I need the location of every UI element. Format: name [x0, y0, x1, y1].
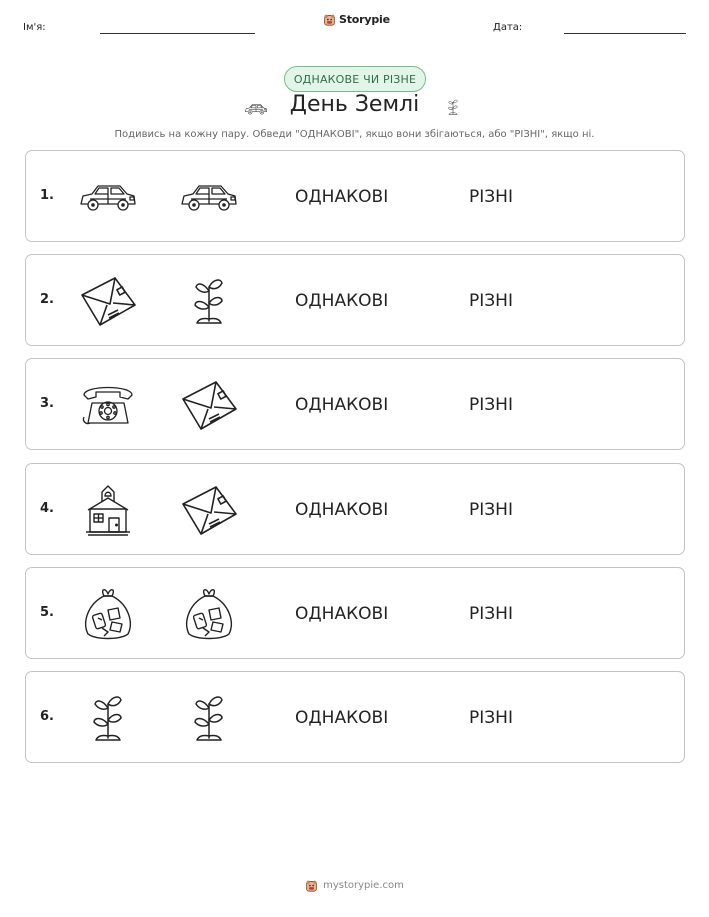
title-row	[0, 92, 709, 124]
sprout-icon	[78, 690, 138, 746]
answer-same-option[interactable]: ОДНАКОВІ	[295, 603, 389, 624]
envelope-icon	[78, 273, 138, 329]
sprout-icon	[443, 94, 463, 120]
answer-same-option[interactable]: ОДНАКОВІ	[295, 291, 389, 312]
footer-site: mystorypie.com	[323, 880, 404, 891]
question-row	[25, 254, 685, 346]
question-row	[25, 150, 685, 242]
instruction-text: Подивись на кожну пару. Обведи "ОДНАКОВІ", якщо вони збігаються, або "РІЗНІ", якщо ні.	[114, 129, 595, 140]
answer-different-option[interactable]: РІЗНІ	[469, 499, 513, 520]
brand-logo	[323, 13, 390, 26]
schoolhouse-icon	[78, 482, 138, 538]
envelope-icon	[179, 377, 239, 433]
recycling-bag-icon	[179, 586, 239, 642]
answer-different-option[interactable]: РІЗНІ	[469, 603, 513, 624]
brand-name: Storypie	[339, 13, 390, 26]
answer-same-option[interactable]: ОДНАКОВІ	[295, 708, 389, 728]
question-row	[25, 567, 685, 659]
question-number: 2.	[40, 292, 54, 308]
recycling-bag-icon	[78, 586, 138, 642]
name-field-line[interactable]	[100, 33, 255, 34]
answer-same-option[interactable]: ОДНАКОВІ	[295, 499, 389, 520]
date-field-line[interactable]	[564, 33, 686, 34]
question-row	[25, 358, 685, 450]
date-label: Дата:	[493, 22, 523, 33]
sprout-icon	[179, 690, 239, 746]
question-number: 5.	[40, 604, 54, 620]
envelope-icon	[179, 482, 239, 538]
car-icon	[78, 169, 138, 225]
worksheet-header	[0, 0, 709, 50]
worksheet-type-badge: ОДНАКОВЕ ЧИ РІЗНЕ	[284, 66, 426, 92]
name-label: Ім'я:	[23, 22, 46, 33]
question-row	[25, 463, 685, 555]
telephone-icon	[78, 377, 138, 433]
sprout-icon	[179, 273, 239, 329]
question-number: 4.	[40, 500, 54, 516]
question-row	[25, 671, 685, 763]
storypie-logo-icon	[305, 879, 318, 892]
answer-same-option[interactable]: ОДНАКОВІ	[295, 395, 389, 416]
question-number: 1.	[40, 188, 54, 203]
answer-different-option[interactable]: РІЗНІ	[469, 291, 513, 312]
answer-same-option[interactable]: ОДНАКОВІ	[295, 187, 389, 207]
page-title: День Землі	[289, 92, 420, 117]
footer	[0, 879, 709, 892]
answer-different-option[interactable]: РІЗНІ	[469, 708, 513, 728]
question-number: 6.	[40, 709, 54, 724]
answer-different-option[interactable]: РІЗНІ	[469, 395, 513, 416]
answer-different-option[interactable]: РІЗНІ	[469, 187, 513, 207]
question-number: 3.	[40, 396, 54, 412]
storypie-logo-icon	[323, 13, 336, 26]
car-icon	[179, 169, 239, 225]
